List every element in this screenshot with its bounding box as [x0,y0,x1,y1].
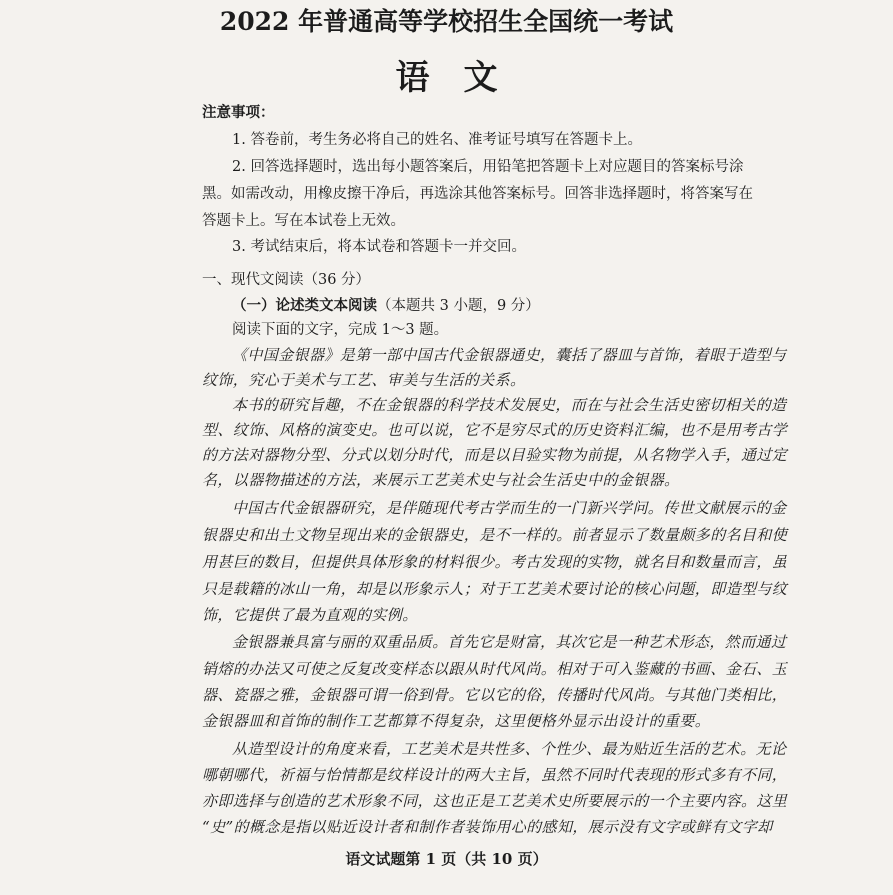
passage-line: 名，以器物描述的方法，来展示工艺美术史与社会生活史中的金银器。 [202,471,680,489]
section-subheading [232,294,540,315]
passage-line: 用甚巨的数目，但提供具体形象的材料很少。考古发现的实物，就名目和数量而言，虽 [202,553,788,571]
passage-line: 销熔的办法又可使之反复改变样态以跟从时代风尚。相对于可入鉴藏的书画、金石、玉 [202,660,788,678]
passage-line: 哪朝哪代，祈福与怡情都是纹样设计的两大主旨，虽然不同时代表现的形式多有不同， [202,766,788,784]
passage-line: 金银器皿和首饰的制作工艺都算不得复杂，这里便格外显示出设计的重要。 [202,712,711,730]
exam-title: 2022 年普通高等学校招生全国统一考试 [219,7,674,36]
passage-line: 的方法对器物分型、分式以划分时代，而是以目验实物为前提，从名物学入手，通过定 [202,446,788,464]
passage-line: 中国古代金银器研究，是伴随现代考古学而生的一门新兴学问。传世文献展示的金 [232,499,787,517]
notice-item: 答题卡上。写在本试卷上无效。 [202,213,405,229]
passage-line: 器、瓷器之雅，金银器可谓一俗到骨。它以它的俗，传播时代风尚。与其他门类相比， [202,686,788,704]
notice-item: 黑。如需改动，用橡皮擦干净后，再选涂其他答案标号。回答非选择题时，将答案写在 [202,186,753,202]
passage-line: 金银器兼具富与丽的双重品质。首先它是财富，其次它是一种艺术形态，然而通过 [232,633,787,651]
notice-item: 3. 考试结束后，将本试卷和答题卡一并交回。 [232,239,526,255]
page-footer: 语文试题第 1 页（共 10 页） [345,850,548,868]
passage-line: 亦即选择与创造的艺术形象不同，这也正是工艺美术史所要展示的一个主要内容。这里 [202,792,788,810]
subheading-rest: （本题共 3 小题，9 分） [377,298,540,314]
passage-line: 只是载籍的冰山一角，却是以形象示人；对于工艺美术要讨论的核心问题，即造型与纹 [202,580,788,598]
notice-item: 2. 回答选择题时，选出每小题答案后，用铅笔把答题卡上对应题目的答案标号涂 [232,159,744,175]
notice-heading: 注意事项： [202,104,275,121]
passage-line: 《中国金银器》是第一部中国古代金银器通史，囊括了器皿与首饰，着眼于造型与 [232,346,787,364]
subheading-bold: （一）论述类文本阅读 [232,297,377,314]
passage-line: 银器史和出土文物呈现出来的金银器史，是不一样的。前者显示了数量颇多的名目和使 [202,526,788,544]
passage-line: 饰，它提供了最为直观的实例。 [202,606,418,624]
passage-line: 本书的研究旨趣，不在金银器的科学技术发展史，而在与社会生活史密切相关的造 [232,396,787,414]
passage-line: 从造型设计的角度来看，工艺美术是共性多、个性少、最为贴近生活的艺术。无论 [232,740,787,758]
notice-item: 1. 答卷前，考生务必将自己的姓名、准考证号填写在答题卡上。 [232,132,642,148]
passage-line: “史”的概念是指以贴近设计者和制作者装饰用心的感知，展示没有文字或鲜有文字却 [202,818,773,836]
passage-line: 型、纹饰、风格的演变史。也可以说，它不是穷尽式的历史资料汇编，也不是用考古学 [202,421,788,439]
subject-title: 语文 [395,58,532,98]
section-heading: 一、现代文阅读（36 分） [202,272,371,288]
passage-line: 纹饰，究心于美术与工艺、审美与生活的关系。 [202,371,526,389]
section-instruction: 阅读下面的文字，完成 1～3 题。 [232,322,449,338]
